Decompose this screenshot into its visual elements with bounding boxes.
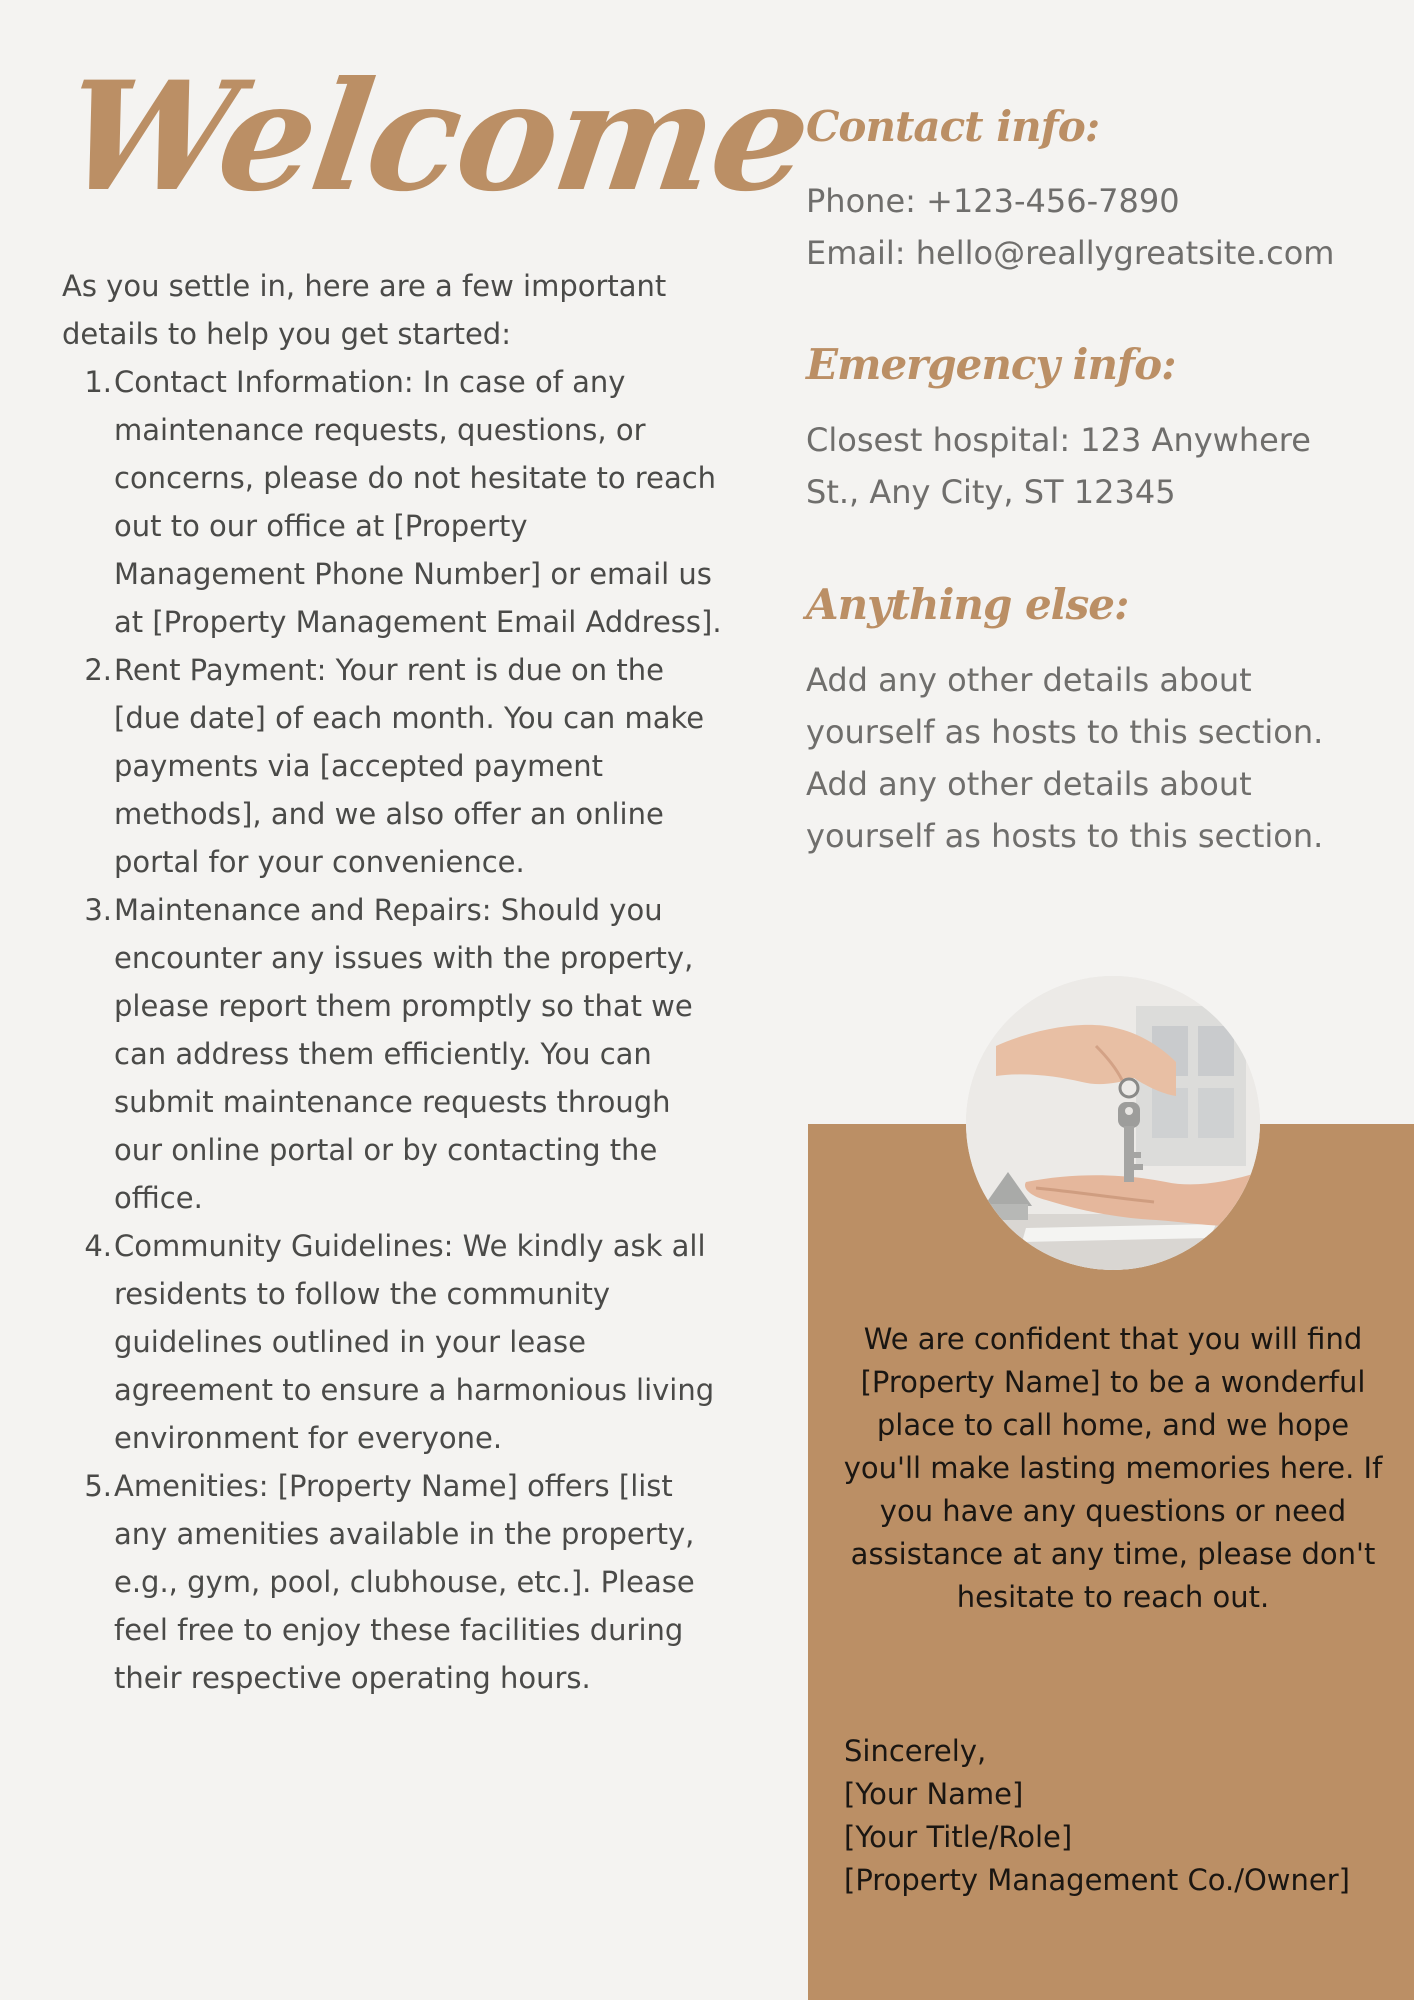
list-item-text: Rent Payment: Your rent is due on the [due date] of each month. You can make payments via [accepted payment methods], and we also offer an online portal for your convenience.	[114, 653, 705, 879]
list-item	[62, 886, 722, 1222]
signoff-company: [Property Management Co./Owner]	[844, 1863, 1350, 1897]
contact-info-body	[806, 175, 1366, 279]
emergency-hospital: Closest hospital: 123 Anywhere St., Any City, ST 12345	[806, 421, 1311, 511]
anything-else-heading: Anything else:	[806, 580, 1129, 629]
list-item	[62, 1462, 722, 1702]
anything-else-text: Add any other details about yourself as hosts to this section. Add any other details about yourself as hosts to this section.	[806, 661, 1324, 855]
list-item-text: Community Guidelines: We kindly ask all residents to follow the community guidelines outlined in your lease agreement to ensure a harmonious living environment for everyone.	[114, 1229, 715, 1455]
signoff-block	[844, 1730, 1384, 1902]
signoff-title: [Your Title/Role]	[844, 1820, 1073, 1854]
list-item-text: Contact Information: In case of any maintenance requests, questions, or concerns, please do not hesitate to reach out to our office at [Property Management Phone Number] or email us at [Property Management Email Address].	[114, 365, 722, 639]
list-item	[62, 358, 722, 646]
emergency-info-heading: Emergency info:	[806, 340, 1176, 389]
list-item-number: 3.	[84, 893, 112, 927]
list-item-number: 1.	[84, 365, 112, 399]
list-item-text: Amenities: [Property Name] offers [list any amenities available in the property, e.g., gym, pool, clubhouse, etc.]. Please feel free to enjoy these facilities during their respective operating hours.	[114, 1469, 695, 1695]
contact-phone: Phone: +123-456-7890	[806, 182, 1180, 220]
list-item-number: 4.	[84, 1229, 112, 1263]
welcome-title: Welcome	[54, 49, 820, 225]
intro-text: As you settle in, here are a few important details to help you get started:	[62, 269, 667, 351]
closing-message: We are confident that you will find [Property Name] to be a wonderful place to call home, and we hope you'll make lasting memories here. If you have any questions or need assistance at any time, please don't hesitate to reach out.	[843, 1322, 1383, 1614]
emergency-info-body	[806, 414, 1346, 518]
keys-handover-photo	[966, 976, 1260, 1270]
contact-email: Email: hello@reallygreatsite.com	[806, 234, 1335, 272]
signoff-salutation: Sincerely,	[844, 1734, 987, 1768]
contact-info-heading: Contact info:	[806, 102, 1100, 151]
list-item	[62, 1222, 722, 1462]
signoff-name: [Your Name]	[844, 1777, 1024, 1811]
list-item-number: 5.	[84, 1469, 112, 1503]
list-item	[62, 646, 722, 886]
list-item-number: 2.	[84, 653, 112, 687]
anything-else-body	[806, 654, 1351, 862]
details-list	[62, 358, 722, 1702]
list-item-text: Maintenance and Repairs: Should you encounter any issues with the property, please report them promptly so that we can address them efficiently. You can submit maintenance requests through our online portal or by contacting the office.	[114, 893, 694, 1215]
keys-handover-illustration	[966, 976, 1260, 1270]
